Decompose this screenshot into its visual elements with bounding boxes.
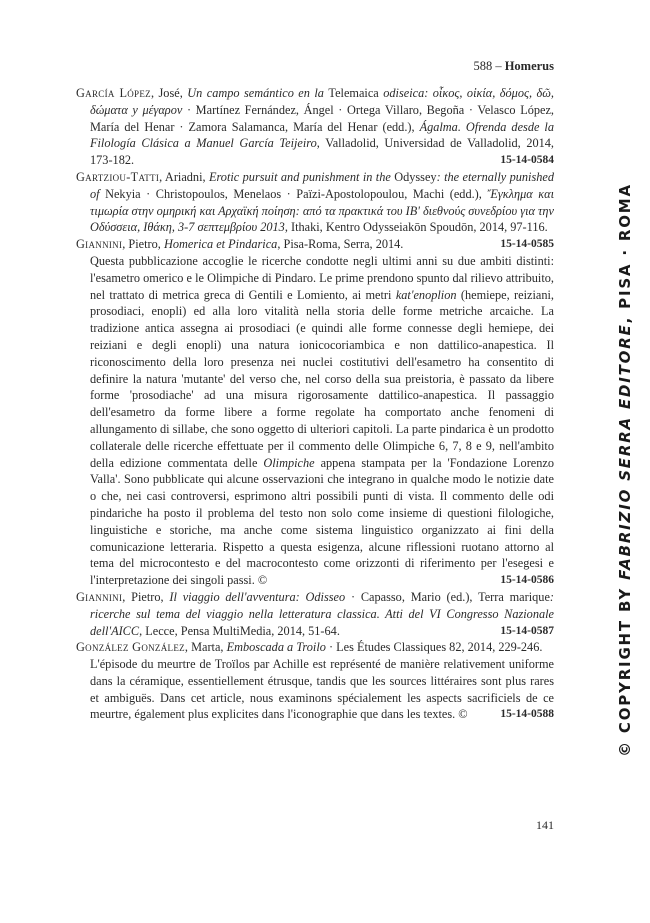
running-header: [473, 59, 554, 74]
bib-entry-0587: [76, 589, 554, 639]
work-title-cont: : the eternally punished of: [90, 169, 554, 201]
abstract-term: Olimpiche: [263, 455, 315, 470]
abstract-text: (hemiepe, reiziani, prosodiaci, enopli) ed alla loro vitalità nella storia delle forme metriche arcaiche. La tradizione antica assegna ai prosodiaci (e quindi alle forme connesse degli hemiepe, dei reiziani e degli enopli) una natura ionicocoriambica e non dattilico-anapestica. Il riconoscimento della loro presenza nei nuclei costitutivi dell'esametro ha consentito di definire la natura 'mutante' del verso che, nel corso della sua preistoria, è passato da libere forme 'prosodiache' ad una misura rigorosamente dattilico-anapestica. Il passaggio dell'esametro da forme libere a forme regolate ha comportato anche fenomeni di allungamento di sillabe, che sono oggetto di ulteriori capitoli. La parte pindarica è un prodotto collaterale delle ricerche effettuate per il commento delle Olimpiche 6, 7, 8 e 9, nell'ambito della edizione commentata delle: [90, 287, 554, 470]
entry-code: 15-14-0586: [500, 574, 554, 587]
header-page: 588: [473, 59, 493, 73]
author-first: , Pietro,: [122, 589, 170, 604]
work-title-roman: Odyssey: [394, 169, 437, 184]
author-first: , Marta,: [184, 640, 227, 655]
author-name: González González: [76, 640, 185, 655]
publication: , Ithaki, Kentro Odysseiakōn Spoudōn, 2014, 97-116.: [284, 220, 548, 235]
abstract-text: Questa pubblicazione accoglie le ricerche condotte negli ultimi anni su due ambiti distinti: l'esametro omerico e le Olimpiche di Pindaro. Le prime prendono spunto dal rilievo attribuito, nel trattato di metrica greca di Gentili e Lomiento, ai metri: [90, 253, 554, 302]
entry-code: 15-14-0584: [500, 154, 554, 167]
abstract-0588: [76, 656, 554, 723]
bib-entry-0586: [76, 236, 554, 253]
editors: · Capasso, Mario (ed.), Terra marique: [345, 589, 550, 604]
copyright-notice: [616, 183, 634, 757]
author-name: Gartziou-Tatti: [76, 169, 160, 184]
entry-code: 15-14-0588: [500, 708, 554, 721]
work-title-roman-2: Nekyia: [105, 186, 141, 201]
abstract-text: L'épisode du meurtre de Troïlos par Achille est représenté de manière relativement uniforme dans la céramique, essentiellement étrusque, tandis que les sources littéraires sont plus rares et ambiguës. Dans cet article, nous examinons spécialement les aspects sacrificiels de ce meurtre, également plus explicites dans l'iconographie que dans les textes. ©: [90, 657, 554, 722]
copyright-prefix: © COPYRIGHT BY: [616, 579, 634, 757]
work-title: Homerica et Pindarica: [163, 237, 278, 252]
bib-entry-0584: [76, 85, 554, 169]
work-title: Erotic pursuit and punishment in the: [208, 169, 395, 184]
work-title: Il viaggio dell'avventura: Odisseo: [169, 589, 346, 604]
book-title: : ricerche sul tema del viaggio nella letteratura classica. Atti del VI Congresso Nazionale dell'AICC: [90, 589, 555, 638]
author-first: , José,: [150, 86, 188, 100]
publication: , Lecce, Pensa MultiMedia, 2014, 51-64.: [139, 623, 340, 638]
publication: , Valladolid, Universidad de Valladolid, 2014, 173-182.: [90, 136, 554, 168]
page-number: 141: [536, 818, 554, 832]
abstract-term: kat'enoplion: [395, 287, 457, 302]
publication: · Les Études Classiques 82, 2014, 229-246.: [325, 640, 543, 655]
author-name: García López: [76, 86, 151, 100]
entry-code: 15-14-0585: [500, 238, 554, 251]
author-name: Giannini: [76, 237, 123, 252]
abstract-text: appena stampata per la 'Fondazione Lorenzo Valla'. Sono pubblicate qui alcune osservazioni che integrano in qualche modo le notizie date o che, nei casi controversi, esprimono altri possibili punti di vista. Il commento delle odi pindariche ha posto il problema del testo non solo come insieme di questioni filologiche, linguistiche e storiche, ma anche come sistema linguistico organizzato ai fini della comunicazione letteraria. Rispetto a questa esigenza, alcune riflessioni ruotano attorno al tema del microcontesto e del macrocontesto come orizzonti di riferimento per l'esegesi e l'interpretazione dei singoli passi. ©: [90, 455, 554, 588]
bibliography-list: [76, 85, 554, 723]
book-title: Ἔγκλημα και τιμωρία στην ομηρική και Αρχαϊκή ποίηση: από τα πρακτικά του ΙΒ' διεθνούς συνεδρίου για την Οδύσσεια, Ιθάκη, 3-7 σεπτεμβρίου 2013: [90, 186, 554, 235]
work-title-roman: Telemaica: [328, 86, 379, 100]
editors: · Martínez Fernández, Ángel · Ortega Villaro, Begoña · Velasco López, María del Henar · Zamora Salamanca, María del Henar (edd.),: [90, 102, 555, 134]
publication: , Pisa-Roma, Serra, 2014.: [277, 237, 404, 252]
book-title: Ágalma. Ofrenda desde la Filología Clásica a Manuel García Teijeiro: [90, 119, 554, 151]
work-title-cont: odiseica: οἶκος, οἰκία, δόμος, δῶ, δώματα y μέγαρον: [90, 86, 554, 117]
copyright-publisher: FABRIZIO SERRA EDITORE: [616, 323, 634, 580]
bib-entry-0588: [76, 639, 554, 656]
entry-code: 15-14-0587: [500, 624, 554, 637]
work-title: Emboscada a Troilo: [226, 640, 326, 655]
header-section: Homerus: [504, 59, 554, 73]
abstract-0586: [76, 253, 554, 589]
author-name: Giannini: [76, 589, 123, 604]
editors: · Christopoulos, Menelaos · Païzi-Apostolopoulou, Machi (edd.),: [140, 186, 488, 201]
author-first: , Ariadni,: [159, 169, 209, 184]
copyright-suffix: , PISA · ROMA: [616, 183, 634, 324]
author-first: , Pietro,: [122, 237, 164, 252]
header-separator: –: [492, 59, 505, 73]
work-title: Un campo semántico en la: [187, 86, 329, 100]
